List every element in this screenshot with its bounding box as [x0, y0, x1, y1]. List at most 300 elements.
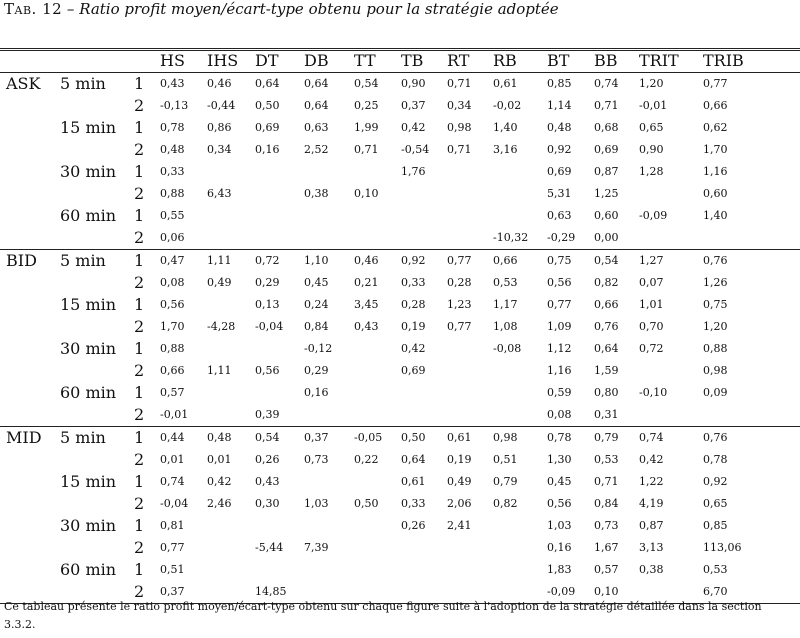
value-cell: 0,73	[594, 519, 619, 532]
table-body	[0, 73, 800, 604]
group-cell-empty	[0, 316, 56, 338]
value-cell: 0,06	[160, 231, 185, 244]
value-cell: 1,09	[547, 320, 572, 333]
value-cell	[304, 161, 354, 183]
column-header: DB	[304, 51, 329, 70]
value-cell: 1,40	[493, 121, 518, 134]
value-cell: 0,66	[160, 364, 185, 377]
value-cell: -10,32	[493, 231, 529, 244]
value-cell: 0,60	[703, 187, 728, 200]
value-cell: 0,19	[447, 453, 472, 466]
value-cell: 0,34	[447, 99, 472, 112]
value-cell: 0,44	[160, 427, 207, 450]
table-caption-dash: –	[62, 0, 80, 18]
column-header: IHS	[207, 51, 239, 70]
value-cell: 0,63	[547, 209, 572, 222]
value-cell: 0,09	[703, 386, 728, 399]
value-cell	[354, 161, 401, 183]
value-cell: 0,42	[401, 342, 426, 355]
rank-label: 2	[134, 361, 145, 380]
group-cell-empty	[0, 537, 56, 559]
value-cell: 0,33	[401, 497, 426, 510]
value-cell	[493, 205, 547, 227]
rank-label: 2	[134, 273, 145, 292]
table-row	[0, 493, 800, 515]
value-cell: 0,28	[447, 276, 472, 289]
value-cell: 0,65	[639, 121, 664, 134]
value-cell	[207, 227, 255, 250]
value-cell: -0,09	[547, 581, 594, 604]
duration-label: 5 min	[56, 250, 130, 273]
rank-label: 2	[134, 140, 145, 159]
duration-label: 5 min	[56, 73, 130, 96]
value-cell	[447, 537, 493, 559]
value-cell: 0,92	[703, 475, 728, 488]
rank-label: 2	[134, 450, 145, 469]
value-cell: 0,88	[160, 187, 185, 200]
value-cell: 0,26	[401, 519, 426, 532]
value-cell: 0,84	[594, 497, 619, 510]
value-cell: 0,29	[255, 276, 280, 289]
table-row	[0, 161, 800, 183]
value-cell: 0,33	[160, 165, 185, 178]
value-cell	[493, 559, 547, 581]
rank-label: 1	[130, 250, 160, 273]
value-cell: 1,30	[547, 453, 572, 466]
value-cell: 0,88	[703, 342, 728, 355]
value-cell: -0,04	[255, 320, 284, 333]
value-cell: 0,90	[639, 143, 664, 156]
value-cell: 0,77	[160, 541, 185, 554]
value-cell: 0,73	[304, 453, 329, 466]
value-cell: 0,77	[447, 320, 472, 333]
table-row	[0, 272, 800, 294]
value-cell: -0,05	[354, 427, 401, 450]
value-cell: 0,72	[639, 342, 664, 355]
column-header: TRIT	[639, 51, 679, 70]
table-row	[0, 139, 800, 161]
value-cell: 2,06	[447, 497, 472, 510]
value-cell: 0,86	[207, 121, 232, 134]
group-cell-empty	[0, 515, 56, 537]
value-cell: 0,42	[401, 121, 426, 134]
value-cell	[401, 382, 447, 404]
value-cell: 0,87	[639, 519, 664, 532]
value-cell: 1,08	[493, 320, 518, 333]
value-cell: 0,81	[160, 519, 185, 532]
table-row	[0, 449, 800, 471]
rank-label: 2	[134, 184, 145, 203]
value-cell: 0,76	[703, 427, 800, 450]
value-cell: 0,61	[493, 73, 547, 96]
value-cell: 0,77	[547, 298, 572, 311]
value-cell: 0,64	[401, 453, 426, 466]
value-cell: 0,10	[354, 187, 379, 200]
duration-cell-empty	[56, 139, 130, 161]
duration-label: 15 min	[60, 472, 117, 491]
value-cell: 0,16	[304, 386, 329, 399]
value-cell: 0,82	[493, 497, 518, 510]
group-cell-empty	[0, 95, 56, 117]
value-cell: 0,98	[447, 121, 472, 134]
value-cell: 1,23	[447, 298, 472, 311]
value-cell: 0,98	[493, 427, 547, 450]
rank-label: 1	[134, 516, 145, 535]
value-cell: -0,29	[547, 231, 576, 244]
value-cell: -5,44	[255, 541, 284, 554]
value-cell: 0,90	[401, 73, 447, 96]
value-cell	[447, 205, 493, 227]
value-cell	[207, 161, 255, 183]
value-cell: 0,43	[354, 320, 379, 333]
value-cell: 0,79	[594, 427, 639, 450]
value-cell: 0,74	[160, 475, 185, 488]
table-header	[0, 50, 800, 73]
rank-label: 2	[134, 405, 145, 424]
value-cell: 0,42	[639, 453, 664, 466]
value-cell	[354, 515, 401, 537]
value-cell: 0,37	[304, 427, 354, 450]
value-cell	[401, 537, 447, 559]
value-cell: 1,25	[594, 187, 619, 200]
value-cell: 0,56	[547, 497, 572, 510]
value-cell: 0,71	[354, 143, 379, 156]
value-cell	[447, 183, 493, 205]
group-cell-empty	[0, 449, 56, 471]
value-cell: 0,77	[447, 250, 493, 273]
table-row	[0, 427, 800, 450]
value-cell: 3,45	[354, 298, 379, 311]
value-cell: 0,16	[547, 541, 572, 554]
value-cell: 0,50	[354, 497, 379, 510]
table-footnote: Ce tableau présente le ratio profit moyen/écart-type obtenu sur chaque figure suite à l'adoption de la stratégie détaillée dans la section 3.3.2.	[4, 600, 762, 631]
value-cell: 1,14	[547, 99, 572, 112]
rank-label: 1	[134, 295, 145, 314]
value-cell: 0,66	[594, 298, 619, 311]
value-cell: 6,70	[703, 581, 800, 604]
value-cell: 0,71	[447, 73, 493, 96]
value-cell	[304, 227, 354, 250]
value-cell: 0,39	[255, 408, 280, 421]
value-cell: 0,85	[703, 519, 728, 532]
value-cell: 0,13	[255, 298, 280, 311]
value-cell	[493, 382, 547, 404]
group-label: MID	[0, 427, 56, 450]
duration-cell-empty	[56, 404, 130, 427]
value-cell: 0,53	[493, 276, 518, 289]
value-cell	[354, 537, 401, 559]
value-cell: 1,40	[703, 209, 728, 222]
value-cell: 1,20	[639, 73, 703, 96]
value-cell: 5,31	[547, 187, 572, 200]
value-cell: 0,64	[304, 99, 329, 112]
value-cell: 14,85	[255, 581, 304, 604]
rank-label: 1	[134, 118, 145, 137]
rank-label: 1	[130, 427, 160, 450]
value-cell: 0,45	[547, 475, 572, 488]
value-cell	[447, 382, 493, 404]
duration-cell-empty	[56, 272, 130, 294]
value-cell: 0,77	[703, 73, 800, 96]
value-cell: 1,99	[354, 121, 379, 134]
value-cell: 0,70	[639, 320, 664, 333]
value-cell: 0,37	[160, 581, 207, 604]
value-cell	[354, 205, 401, 227]
value-cell: 0,50	[401, 427, 447, 450]
value-cell: 1,70	[160, 320, 185, 333]
value-cell: 0,56	[255, 364, 280, 377]
value-cell: -0,44	[207, 99, 236, 112]
value-cell: 0,54	[255, 427, 304, 450]
value-cell: 0,24	[304, 298, 329, 311]
group-cell-empty	[0, 294, 56, 316]
value-cell	[493, 360, 547, 382]
group-label: ASK	[0, 73, 56, 96]
value-cell: 0,26	[255, 453, 280, 466]
value-cell: 1,16	[547, 364, 572, 377]
value-cell: 0,00	[594, 231, 619, 244]
value-cell	[304, 205, 354, 227]
value-cell: 0,56	[547, 276, 572, 289]
value-cell: 0,22	[354, 453, 379, 466]
group-cell-empty	[0, 360, 56, 382]
group-cell-empty	[0, 559, 56, 581]
value-cell	[401, 205, 447, 227]
value-cell: 0,56	[160, 298, 185, 311]
results-table	[0, 50, 800, 604]
group-cell-empty	[0, 471, 56, 493]
table-row	[0, 515, 800, 537]
value-cell: 0,38	[304, 187, 329, 200]
top-rule	[0, 48, 800, 49]
value-cell: 1,22	[639, 475, 664, 488]
column-header: HS	[160, 51, 185, 70]
group-cell-empty	[0, 382, 56, 404]
value-cell: 0,88	[160, 342, 185, 355]
value-cell	[354, 338, 401, 360]
duration-label: 30 min	[60, 162, 117, 181]
value-cell: 0,45	[304, 276, 329, 289]
value-cell: 0,29	[304, 364, 329, 377]
value-cell: 0,87	[594, 165, 619, 178]
value-cell: 0,08	[547, 408, 572, 421]
value-cell: -0,01	[160, 408, 189, 421]
value-cell: 0,68	[594, 121, 619, 134]
value-cell: 0,42	[207, 475, 232, 488]
table-row	[0, 95, 800, 117]
rank-label: 2	[130, 581, 160, 604]
value-cell: 0,61	[401, 475, 426, 488]
value-cell: -0,08	[493, 342, 522, 355]
value-cell: 0,69	[594, 143, 619, 156]
header-empty	[130, 50, 160, 73]
value-cell	[255, 382, 304, 404]
rank-label: 1	[134, 339, 145, 358]
value-cell: -0,54	[401, 143, 430, 156]
value-cell	[493, 537, 547, 559]
value-cell: 0,76	[703, 250, 800, 273]
value-cell	[447, 404, 493, 427]
table-row	[0, 382, 800, 404]
value-cell	[304, 559, 354, 581]
column-header: DT	[255, 51, 279, 70]
table-caption-label: Tab. 12	[4, 0, 63, 18]
value-cell: 1,20	[703, 320, 728, 333]
value-cell: 0,47	[160, 250, 207, 273]
table-caption	[4, 0, 559, 18]
value-cell: 0,78	[703, 453, 728, 466]
value-cell: 0,46	[354, 250, 401, 273]
column-header: TT	[354, 51, 376, 70]
group-label: BID	[0, 250, 56, 273]
duration-label: 15 min	[60, 118, 117, 137]
rank-label: 1	[134, 560, 145, 579]
table-row	[0, 471, 800, 493]
value-cell: 0,61	[447, 427, 493, 450]
value-cell: 0,84	[304, 320, 329, 333]
duration-cell-empty	[56, 227, 130, 250]
value-cell	[354, 404, 401, 427]
value-cell	[447, 360, 493, 382]
group-cell-empty	[0, 117, 56, 139]
value-cell	[354, 471, 401, 493]
duration-label: 60 min	[60, 206, 117, 225]
value-cell	[401, 559, 447, 581]
column-header: RB	[493, 51, 517, 70]
value-cell	[207, 205, 255, 227]
header-empty	[56, 50, 130, 73]
value-cell	[207, 338, 255, 360]
value-cell: 0,54	[594, 250, 639, 273]
column-header: TRIB	[703, 51, 744, 70]
value-cell: 0,54	[354, 73, 401, 96]
value-cell: 1,01	[639, 298, 664, 311]
value-cell: 1,83	[547, 563, 572, 576]
value-cell: 0,69	[547, 165, 572, 178]
value-cell	[255, 515, 304, 537]
value-cell	[639, 183, 703, 205]
value-cell: 0,49	[447, 475, 472, 488]
group-cell-empty	[0, 205, 56, 227]
value-cell: 0,82	[594, 276, 619, 289]
value-cell: 0,37	[401, 99, 426, 112]
value-cell: -4,28	[207, 320, 236, 333]
value-cell: 0,21	[354, 276, 379, 289]
value-cell	[447, 559, 493, 581]
table-row	[0, 360, 800, 382]
rank-label: 2	[134, 317, 145, 336]
table-row	[0, 404, 800, 427]
value-cell: 0,07	[639, 276, 664, 289]
value-cell	[255, 205, 304, 227]
value-cell: 1,11	[207, 364, 232, 377]
value-cell: 0,85	[547, 73, 594, 96]
table-row	[0, 559, 800, 581]
value-cell	[354, 559, 401, 581]
value-cell: 0,01	[207, 453, 232, 466]
value-cell: -0,10	[639, 386, 668, 399]
value-cell: 0,57	[160, 386, 185, 399]
duration-label: 60 min	[60, 560, 117, 579]
value-cell: 0,71	[447, 143, 472, 156]
value-cell	[207, 537, 255, 559]
value-cell: 6,43	[207, 187, 232, 200]
table-row	[0, 205, 800, 227]
value-cell: 0,69	[401, 364, 426, 377]
rank-label: 2	[134, 494, 145, 513]
value-cell	[354, 382, 401, 404]
value-cell: 0,53	[703, 563, 728, 576]
table-row	[0, 117, 800, 139]
value-cell	[447, 161, 493, 183]
duration-cell-empty	[56, 537, 130, 559]
value-cell: 0,10	[594, 581, 639, 604]
value-cell: 1,76	[401, 165, 426, 178]
duration-cell-empty	[56, 449, 130, 471]
duration-label: 30 min	[60, 516, 117, 535]
value-cell: 0,64	[304, 73, 354, 96]
value-cell: 0,71	[594, 99, 619, 112]
value-cell	[354, 227, 401, 250]
value-cell	[255, 227, 304, 250]
value-cell	[639, 227, 703, 250]
value-cell: 0,69	[255, 121, 280, 134]
value-cell: -0,01	[639, 99, 668, 112]
value-cell: 0,92	[547, 143, 572, 156]
value-cell: 0,33	[401, 276, 426, 289]
value-cell: 1,17	[493, 298, 518, 311]
value-cell: -0,04	[160, 497, 189, 510]
value-cell: 0,19	[401, 320, 426, 333]
value-cell: 0,62	[703, 121, 728, 134]
value-cell: 0,08	[160, 276, 185, 289]
rank-label: 1	[134, 383, 145, 402]
value-cell: 1,67	[594, 541, 619, 554]
value-cell: 0,57	[594, 563, 619, 576]
value-cell: 0,48	[547, 121, 572, 134]
table-row	[0, 227, 800, 250]
value-cell: 7,39	[304, 541, 329, 554]
duration-label: 60 min	[60, 383, 117, 402]
value-cell	[255, 183, 304, 205]
value-cell: 0,63	[304, 121, 329, 134]
table-row	[0, 338, 800, 360]
value-cell: 0,74	[639, 427, 703, 450]
value-cell: 0,01	[160, 453, 185, 466]
value-cell: 0,48	[207, 427, 255, 450]
value-cell	[304, 471, 354, 493]
value-cell: 0,60	[594, 209, 619, 222]
group-cell-empty	[0, 272, 56, 294]
table-row	[0, 537, 800, 559]
value-cell: 1,26	[703, 276, 728, 289]
value-cell: 0,78	[547, 427, 594, 450]
value-cell: 0,25	[354, 99, 379, 112]
value-cell: 0,66	[493, 250, 547, 273]
value-cell	[207, 559, 255, 581]
value-cell: 3,13	[639, 541, 664, 554]
table-row	[0, 294, 800, 316]
table-caption-text: Ratio profit moyen/écart-type obtenu pour la stratégie adoptée	[79, 0, 559, 18]
value-cell: 1,11	[207, 250, 255, 273]
value-cell	[207, 515, 255, 537]
rank-label: 1	[134, 472, 145, 491]
group-cell-empty	[0, 404, 56, 427]
value-cell: 0,59	[547, 386, 572, 399]
value-cell	[493, 404, 547, 427]
table-row	[0, 250, 800, 273]
value-cell: 0,80	[594, 386, 619, 399]
